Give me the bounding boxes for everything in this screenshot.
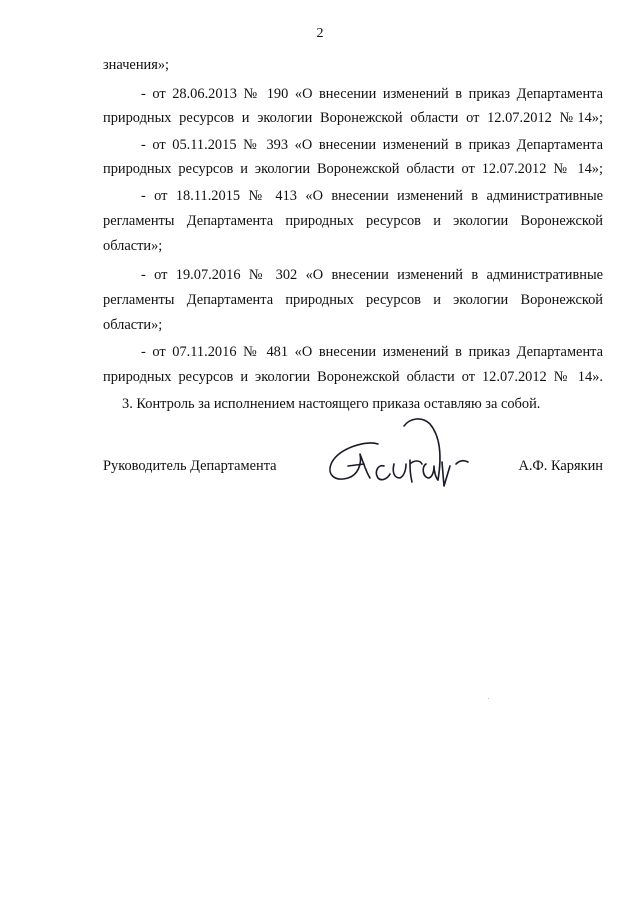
handwritten-signature: [318, 406, 478, 516]
text-line: области»;: [103, 317, 163, 333]
text-line: природных ресурсов и экологии Воронежской области от 12.07.2012 № 14»;: [103, 161, 603, 177]
signatory-name: А.Ф. Карякин: [518, 458, 603, 474]
list-item-line: - от 05.11.2015 № 393 «О внесении изменений в приказ Департамента: [141, 137, 603, 153]
list-item-line: - от 19.07.2016 № 302 «О внесении изменений в административные: [141, 267, 603, 283]
page-number: 2: [316, 26, 324, 41]
text-line: регламенты Департамента природных ресурсов и экологии Воронежской: [103, 292, 603, 308]
list-item-line: - от 18.11.2015 № 413 «О внесении изменений в административные: [141, 188, 603, 204]
text-line: значения»;: [103, 57, 170, 73]
text-line: 3. Контроль за исполнением настоящего приказа оставляю за собой.: [122, 396, 541, 412]
list-item-line: - от 07.11.2016 № 481 «О внесении изменений в приказ Департамента: [141, 344, 603, 360]
text-line: регламенты Департамента природных ресурсов и экологии Воронежской: [103, 213, 603, 229]
text-line: природных ресурсов и экологии Воронежской области от 12.07.2012 №14»;: [103, 110, 603, 126]
text-line: области»;: [103, 238, 163, 254]
text-line: природных ресурсов и экологии Воронежской области от 12.07.2012 № 14».: [103, 369, 603, 385]
scan-speck: [488, 698, 489, 699]
list-item-line: - от 28.06.2013 № 190 «О внесении изменений в приказ Департамента: [141, 86, 603, 102]
signatory-title: Руководитель Департамента: [103, 458, 277, 474]
